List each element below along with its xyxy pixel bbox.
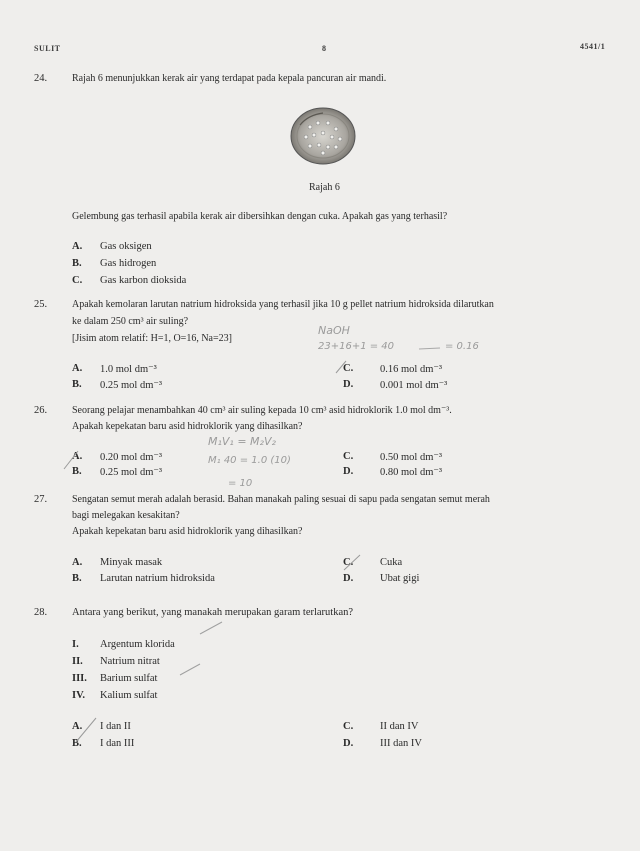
header-code: 4541/1	[580, 42, 606, 51]
q25-line3: [Jisim atom relatif: H=1, O=16, Na=23]	[72, 333, 232, 344]
q26-option-d-letter: D.	[343, 466, 354, 477]
q28-option-d[interactable]: III dan IV	[380, 738, 422, 749]
q28-option-b-letter: B.	[72, 738, 82, 749]
q26-check-mark-icon	[60, 449, 83, 473]
q25-option-b-letter: B.	[72, 379, 82, 390]
q27-line3: Apakah kepekatan baru asid hidroklorik yang dihasilkan?	[72, 526, 303, 537]
q24-option-b-letter: B.	[72, 258, 82, 269]
q27-number: 27.	[34, 494, 48, 505]
header-page-number: 8	[322, 44, 327, 53]
q25-line1: Apakah kemolaran larutan natrium hidroksida yang terhasil jika 10 g pellet natrium hidroksida dilarutkan	[72, 299, 494, 310]
q27-option-b-letter: B.	[72, 573, 82, 584]
q24-question: Gelembung gas terhasil apabila kerak air dibersihkan dengan cuka. Apakah gas yang terhasil?	[72, 211, 448, 222]
q25-number: 25.	[34, 299, 48, 310]
q28-option-b[interactable]: I dan III	[100, 738, 135, 749]
q28-text: Antara yang berikut, yang manakah merupakan garam terlarutkan?	[72, 607, 354, 618]
q26-option-a[interactable]: 0.20 mol dm⁻³	[100, 452, 163, 463]
q28-item-1: Argentum klorida	[100, 639, 175, 650]
q28-option-a[interactable]: I dan II	[100, 721, 131, 732]
q27-option-a-letter: A.	[72, 557, 83, 568]
q28-option-c-letter: C.	[343, 721, 354, 732]
q26-number: 26.	[34, 405, 48, 416]
q28-item-1-numeral: I.	[72, 639, 79, 650]
q27-line1: Sengatan semut merah adalah berasid. Bahan manakah paling sesuai di sapu pada sengatan semut merah	[72, 494, 490, 505]
q25-option-c[interactable]: 0.16 mol dm⁻³	[380, 364, 443, 375]
q25-handwriting-mass: 23+16+1 = 40	[318, 341, 395, 352]
q26-option-a-letter: A.	[72, 451, 83, 462]
q28-item-4: Kalium sulfat	[100, 690, 158, 701]
q28-option-c[interactable]: II dan IV	[380, 721, 419, 732]
q26-line1: Seorang pelajar menambahkan 40 cm³ air suling kepada 10 cm³ asid hidroklorik 1.0 mol dm⁻³.	[72, 405, 452, 416]
q25-option-a-letter: A.	[72, 363, 83, 374]
q24-number: 24.	[34, 73, 48, 84]
q25-check-mark-icon	[334, 359, 350, 375]
q26-handwriting-formula: M₁V₁ = M₂V₂	[208, 435, 276, 448]
q27-option-c-letter: C.	[343, 557, 354, 568]
q24-option-c[interactable]: Gas karbon dioksida	[100, 275, 187, 286]
q28-item-4-numeral: IV.	[72, 690, 85, 701]
shower-head-figure	[288, 105, 358, 167]
q26-option-c-letter: C.	[343, 451, 354, 462]
q28-check-mark-icon	[70, 716, 100, 746]
q25-option-d[interactable]: 0.001 mol dm⁻³	[380, 380, 448, 391]
q26-handwriting-substitution: M₁ 40 = 1.0 (10)	[208, 455, 291, 466]
q27-check-mark-icon	[340, 552, 364, 574]
q28-option-d-letter: D.	[343, 738, 354, 749]
q24-option-b[interactable]: Gas hidrogen	[100, 258, 157, 269]
q27-option-d-letter: D.	[343, 573, 354, 584]
q26-option-b-letter: B.	[72, 466, 82, 477]
q26-option-c[interactable]: 0.50 mol dm⁻³	[380, 452, 443, 463]
q25-line2: ke dalam 250 cm³ air suling?	[72, 316, 189, 327]
q27-option-b[interactable]: Larutan natrium hidroksida	[100, 573, 215, 584]
q28-item-2-numeral: II.	[72, 656, 83, 667]
q28-item-3-numeral: III.	[72, 673, 87, 684]
q28-option-a-letter: A.	[72, 721, 83, 732]
q28-item-2: Natrium nitrat	[100, 656, 160, 667]
q27-option-d[interactable]: Ubat gigi	[380, 573, 420, 584]
q24-option-a[interactable]: Gas oksigen	[100, 241, 152, 252]
q28-item-3: Barium sulfat	[100, 673, 158, 684]
q25-handwriting-arrow	[418, 343, 444, 353]
q26-line2: Apakah kepekatan baru asid hidroklorik yang dihasilkan?	[72, 421, 303, 432]
q25-option-c-letter: C.	[343, 363, 354, 374]
q26-option-d[interactable]: 0.80 mol dm⁻³	[380, 467, 443, 478]
q25-handwriting-answer: = 0.16	[445, 341, 479, 352]
q28-item-1-check-icon	[198, 620, 226, 638]
q25-option-a[interactable]: 1.0 mol dm⁻³	[100, 364, 157, 375]
q24-text: Rajah 6 menunjukkan kerak air yang terdapat pada kepala pancuran air mandi.	[72, 73, 387, 84]
q25-option-d-letter: D.	[343, 379, 354, 390]
q28-item-3-check-icon	[178, 662, 204, 678]
q26-handwriting-result: = 10	[228, 478, 253, 489]
header-sulit: SULIT	[34, 44, 61, 53]
q26-option-b[interactable]: 0.25 mol dm⁻³	[100, 467, 163, 478]
q27-line2: bagi melegakan kesakitan?	[72, 510, 180, 521]
q25-handwriting-formula: NaOH	[318, 324, 350, 337]
q24-option-a-letter: A.	[72, 241, 83, 252]
q28-number: 28.	[34, 607, 48, 618]
q24-option-c-letter: C.	[72, 275, 83, 286]
q27-option-c[interactable]: Cuka	[380, 557, 403, 568]
q27-option-a[interactable]: Minyak masak	[100, 557, 163, 568]
q25-option-b[interactable]: 0.25 mol dm⁻³	[100, 380, 163, 391]
figure-caption: Rajah 6	[309, 182, 340, 193]
